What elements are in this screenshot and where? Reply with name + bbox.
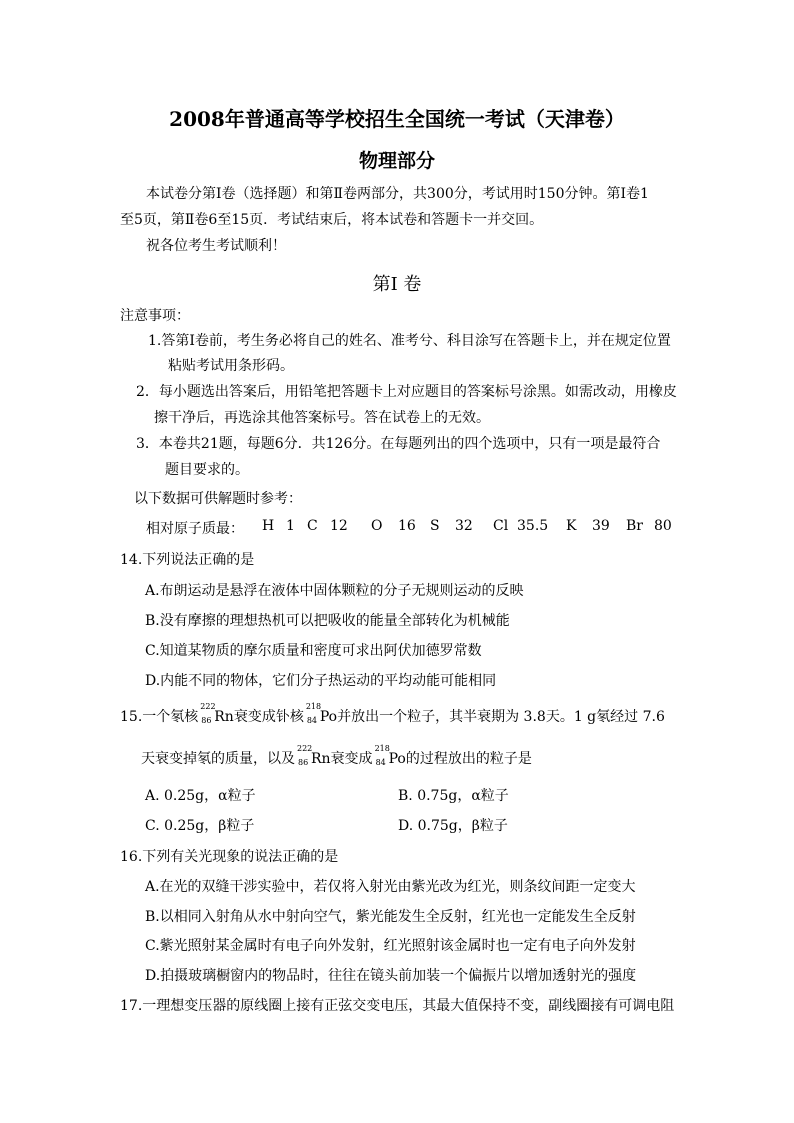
atomic-symbol: Br [626,518,643,534]
q15-option-a: A. 0.25g，α粒子 [145,788,256,804]
atomic-value: 32 [455,518,473,534]
atomic-value: 1 [286,518,295,534]
atomic-symbol: K [566,518,577,534]
element-symbol: Po [388,751,406,767]
q14-option-c: C.知道某物质的摩尔质量和密度可求出阿伏加德罗常数 [145,643,482,659]
mass-number: 222 [200,702,216,711]
q15-text: 的过程放出的粒子是 [405,751,532,767]
atomic-value: 12 [330,518,348,534]
atomic-value: 35.5 [517,518,549,534]
q15-text: 并放出一个粒子，其半衰期为 3.8天。1 g氡经过 7.6 [337,709,665,725]
data-intro: 以下数据可供解题时参考： [134,491,302,507]
q14-stem: 14.下列说法正确的是 [120,552,255,568]
section-title: 物理部分 [358,150,435,172]
notice-item-1-cont: 粘贴考试用条形码。 [168,358,294,374]
atomic-mass-row [146,518,672,538]
atomic-symbol: O [371,518,383,534]
atomic-number: 86 [298,758,309,767]
notice-item-2: 2．每小题选出答案后，用铅笔把答题卡上对应题目的答案标号涂黑。如需改动，用橡皮 [136,384,677,400]
atomic-symbol: H [262,518,275,534]
q15-stem [120,702,665,726]
radon-nuclide [297,744,331,767]
q15-option-b: B. 0.75g，α粒子 [398,788,509,804]
atomic-value: 39 [592,518,610,534]
intro-wish: 祝各位考生考试顺利！ [146,238,286,254]
element-symbol: Rn [311,751,331,767]
polonium-nuclide [374,744,406,767]
element-symbol: Rn [214,709,234,725]
atomic-symbol: Cl [493,518,509,534]
atomic-number: 84 [306,716,318,725]
atomic-symbol: S [430,518,440,534]
notice-item-3-cont: 题目要求的。 [165,462,249,478]
intro-line-1: 本试卷分第Ⅰ卷（选择题）和第Ⅱ卷两部分，共300分，考试用时150分钟。第Ⅰ卷1 [146,186,649,202]
notice-item-3: 3．本卷共21题，每题6分．共126分。在每题列出的四个选项中，只有一项是最符合 [136,436,661,452]
mass-number: 218 [305,702,322,711]
atomic-number: 86 [201,716,212,725]
atomic-symbol: C [307,518,318,534]
q15-stem-cont [141,744,532,768]
radon-nuclide [200,702,234,725]
q16-option-b: B.以相同入射角从水中射向空气，紫光能发生全反射，红光也一定能发生全反射 [145,909,636,925]
atomic-mass-label: 相对原子质最： [146,521,244,537]
notice-heading: 注意事项： [120,308,190,324]
q17-stem: 17.一理想变压器的原线圈上接有正弦交变电压，其最大值保持不变，副线圈接有可调电阻 [120,998,675,1014]
q15-text: 天衰变掉氡的质量，以及 [141,751,295,767]
volume-heading: 第Ⅰ 卷 [372,274,422,295]
q15-text: 衰变成钋核 [233,709,304,725]
mass-number: 218 [374,744,390,753]
atomic-number: 84 [375,758,386,767]
q16-option-d: D.拍摄玻璃橱窗内的物品时，往往在镜头前加装一个偏振片以增加透射光的强度 [145,968,637,984]
element-symbol: Po [319,709,338,725]
polonium-nuclide [305,702,338,725]
q15-text: 15.一个氡核 [120,709,199,725]
atomic-value: 80 [654,518,672,534]
q16-option-a: A.在光的双缝干涉实验中，若仅将入射光由紫光改为红光，则条纹间距一定变大 [145,879,636,895]
intro-line-2: 至5页，第Ⅱ卷6至15页．考试结束后，将本试卷和答题卡一并交回。 [120,212,544,228]
q14-option-d: D.内能不同的物体，它们分子热运动的平均动能可能相同 [145,673,497,689]
q15-option-d: D. 0.75g，β粒子 [398,818,508,834]
exam-title: 2008年普通高等学校招生全国统一考试（天津卷） [169,107,625,131]
q14-option-b: B.没有摩擦的理想热机可以把吸收的能量全部转化为机械能 [145,613,510,629]
q15-option-c: C. 0.25g，β粒子 [145,818,255,834]
atomic-value: 16 [398,518,416,534]
q16-option-c: C.紫光照射某金属时有电子向外发射，红光照射该金属时也一定有电子向外发射 [145,938,636,954]
mass-number: 222 [297,744,313,753]
notice-item-2-cont: 擦干净后，再选涂其他答案标号。答在试卷上的无效。 [154,410,490,426]
notice-item-1: 1.答第Ⅰ卷前，考生务必将自己的姓名、准考兮、科目涂写在答题卡上，并在规定位置 [148,333,671,349]
q14-option-a: A.布朗运动是悬浮在液体中固体颗粒的分子无规则运动的反映 [145,583,524,599]
q15-text: 衰变成 [330,751,373,767]
q16-stem: 16.下列有关光现象的说法正确的是 [120,849,339,865]
